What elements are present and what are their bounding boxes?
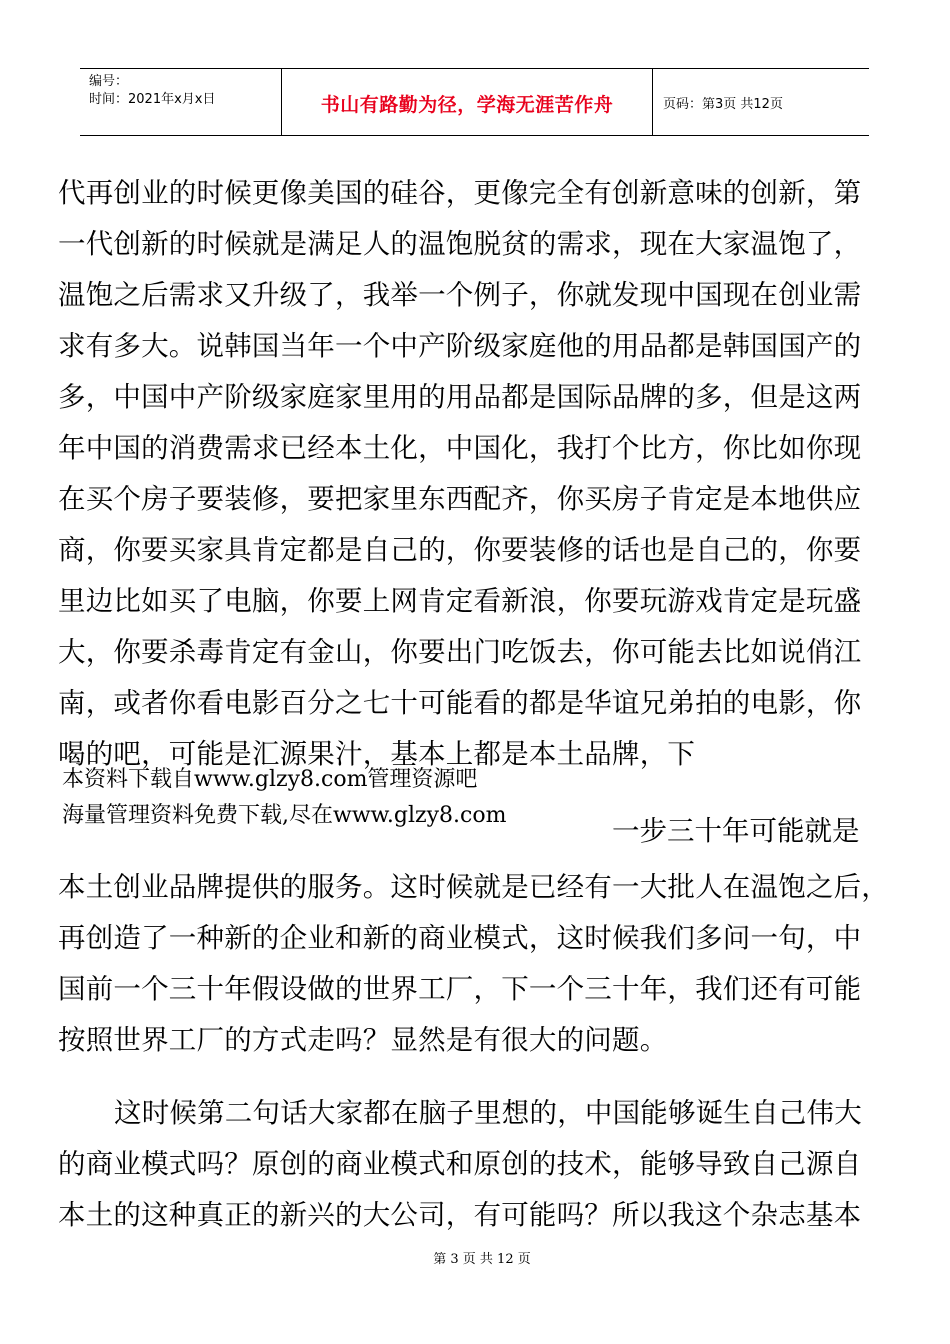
paragraph-line: 本土的这种真正的新兴的大公司，有可能吗？所以我这个杂志基本 bbox=[58, 1199, 862, 1231]
header-motto-cell bbox=[282, 69, 653, 135]
paragraph-line: 大，你要杀毒肯定有金山，你要出门吃饭去，你可能去比如说俏江 bbox=[58, 636, 862, 668]
paragraph-line: 喝的吧，可能是汇源果汁，基本上都是本土品牌，下 bbox=[58, 738, 696, 770]
paragraph-2 bbox=[58, 862, 894, 1066]
paragraph-line: 多，中国中产阶级家庭家里用的用品都是国际品牌的多，但是这两 bbox=[58, 381, 862, 413]
paragraph-line: 年中国的消费需求已经本土化，中国化，我打个比方，你比如你现 bbox=[58, 432, 862, 464]
paragraph-line: 求有多大。说韩国当年一个中产阶级家庭他的用品都是韩国国产的 bbox=[58, 330, 862, 362]
footer-page-number: 第 3 页 共 12 页 bbox=[433, 1252, 531, 1267]
paragraph-line: 再创造了一种新的企业和新的商业模式，这时候我们多问一句，中 bbox=[58, 922, 862, 954]
paragraph-line: 里边比如买了电脑，你要上网肯定看新浪，你要玩游戏肯定是玩盛 bbox=[58, 585, 862, 617]
paragraph-line: 本土创业品牌提供的服务。这时候就是已经有一大批人在温饱之后， bbox=[58, 871, 889, 903]
header-page-cell bbox=[653, 69, 869, 135]
download-notice-line-2: 海量管理资料免费下载,尽在www.glzy8.com bbox=[62, 803, 507, 828]
paragraph-line: 在买个房子要装修，要把家里东西配齐，你买房子肯定是本地供应 bbox=[58, 483, 862, 515]
document-time-label: 时间：2021年x月x日 bbox=[89, 92, 216, 107]
paragraph-line: 商，你要买家具肯定都是自己的，你要装修的话也是自己的，你要 bbox=[58, 534, 862, 566]
paragraph-line: 这时候第二句话大家都在脑子里想的，中国能够诞生自己伟大 bbox=[114, 1097, 862, 1129]
header-motto: 书山有路勤为径，学海无涯苦作舟 bbox=[320, 93, 614, 116]
paragraph-line: 温饱之后需求又升级了，我举一个例子，你就发现中国现在创业需 bbox=[58, 279, 862, 311]
header-meta-cell bbox=[80, 69, 282, 135]
paragraph-3 bbox=[58, 1088, 894, 1241]
paragraph-line: 按照世界工厂的方式走吗？显然是有很大的问题。 bbox=[58, 1024, 668, 1056]
document-number-label: 编号： bbox=[89, 74, 129, 89]
header-page-info: 页码：第3页 共12页 bbox=[663, 96, 783, 112]
paragraph-continuation: 一步三十年可能就是 bbox=[612, 815, 860, 847]
paragraph-line: 代再创业的时候更像美国的硅谷，更像完全有创新意味的创新，第 bbox=[58, 177, 862, 209]
page-footer bbox=[0, 1248, 950, 1267]
paragraph-line: 一代创新的时候就是满足人的温饱脱贫的需求，现在大家温饱了， bbox=[58, 228, 862, 260]
paragraph-line: 南，或者你看电影百分之七十可能看的都是华谊兄弟拍的电影，你 bbox=[58, 687, 862, 719]
paragraph-line: 的商业模式吗？原创的商业模式和原创的技术，能够导致自己源自 bbox=[58, 1148, 862, 1180]
document-header bbox=[80, 68, 869, 136]
download-notice-line-1: 本资料下载自www.glzy8.com管理资源吧 bbox=[62, 767, 478, 792]
paragraph-1 bbox=[58, 168, 894, 780]
paragraph-line: 国前一个三十年假设做的世界工厂，下一个三十年，我们还有可能 bbox=[58, 973, 862, 1005]
